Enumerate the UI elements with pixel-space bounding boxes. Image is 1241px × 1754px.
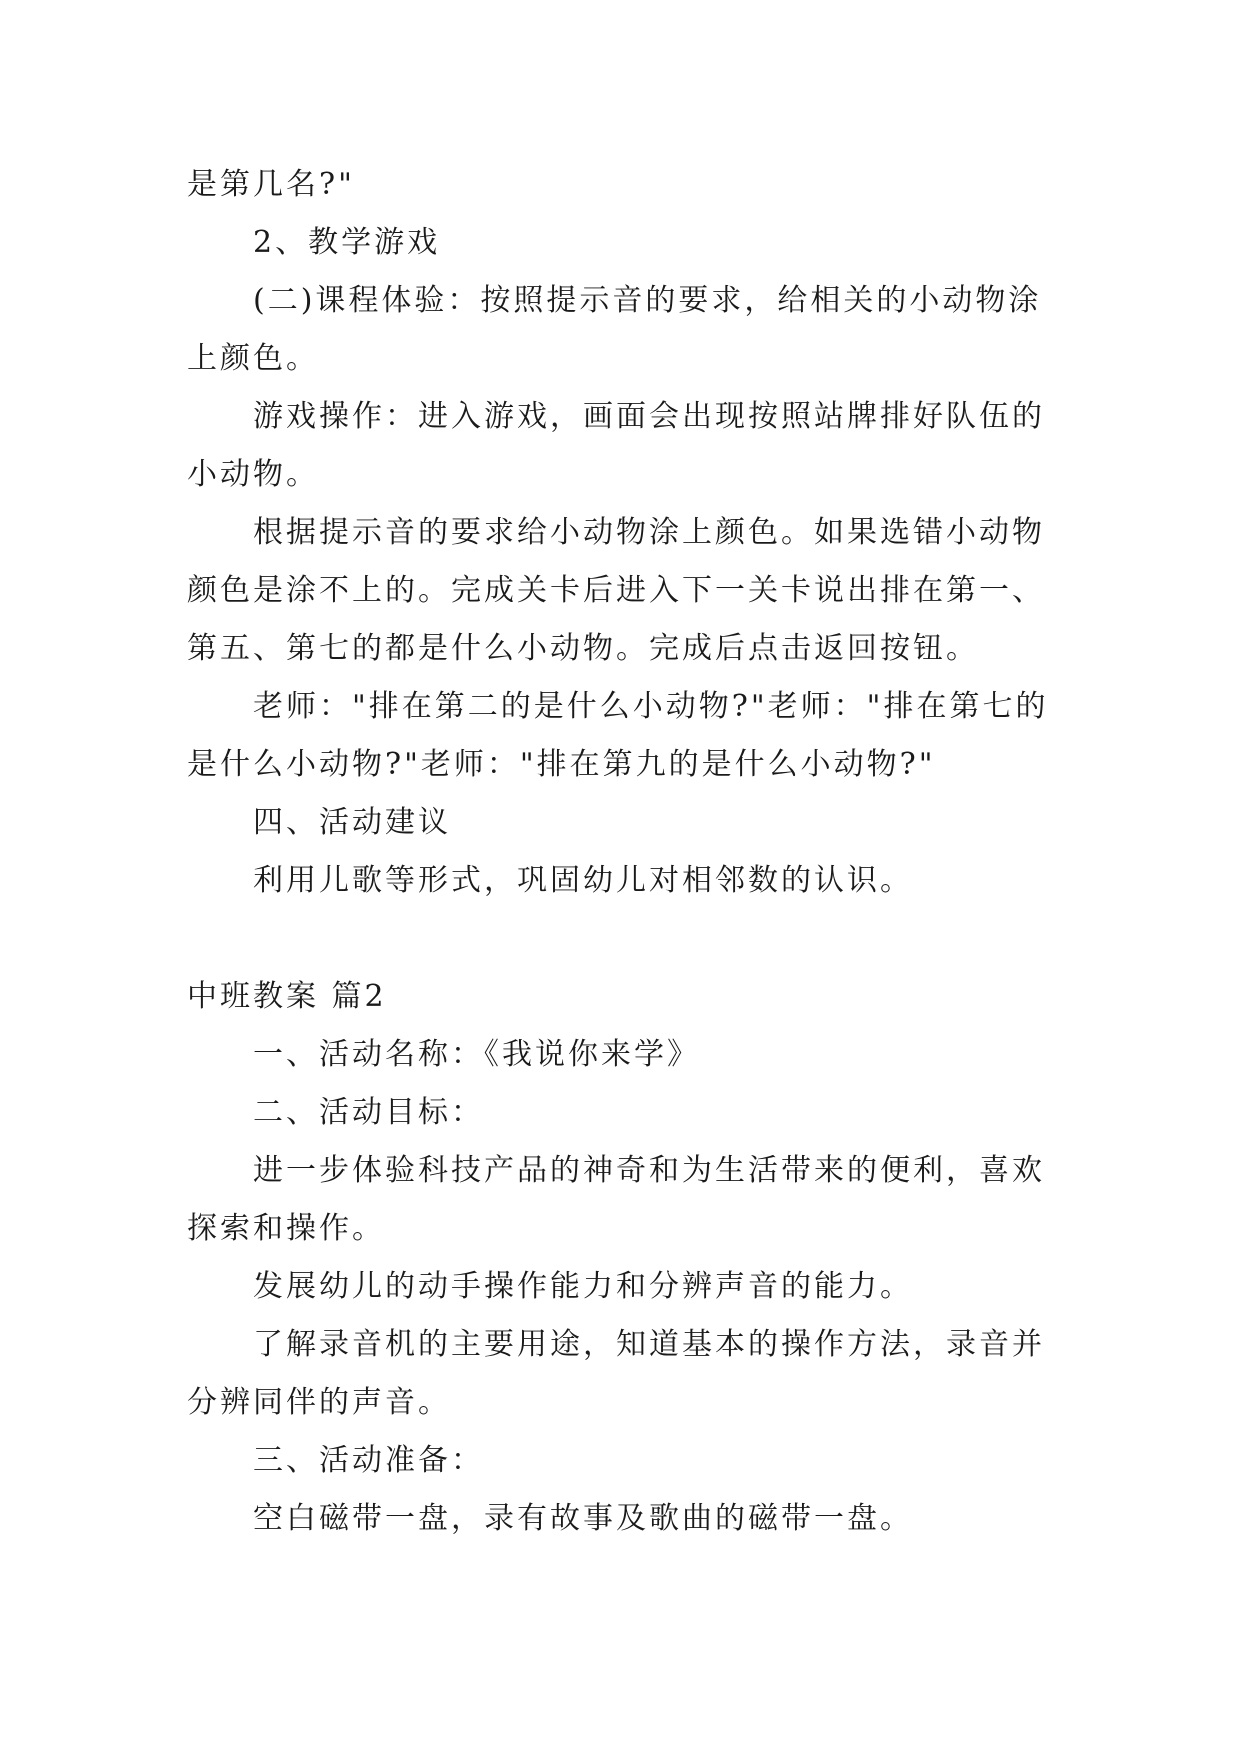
- paragraph: 老师："排在第二的是什么小动物?"老师："排在第七的是什么小动物?"老师："排在第九的是什么小动物?": [187, 689, 1049, 782]
- paragraph: 游戏操作：进入游戏，画面会出现按照站牌排好队伍的小动物。: [187, 399, 1045, 492]
- paragraph: 发展幼儿的动手操作能力和分辨声音的能力。: [253, 1269, 913, 1304]
- document-body: [187, 156, 1067, 1548]
- paragraph: 了解录音机的主要用途，知道基本的操作方法，录音并分辨同伴的声音。: [187, 1327, 1045, 1420]
- paragraph: 一、活动名称：《我说你来学》: [253, 1037, 700, 1072]
- paragraph: 三、活动准备：: [253, 1443, 484, 1478]
- paragraph: 是第几名?": [187, 167, 355, 202]
- paragraph: 四、活动建议: [253, 805, 451, 840]
- paragraph: 根据提示音的要求给小动物涂上颜色。如果选错小动物颜色是涂不上的。完成关卡后进入下一关卡说出排在第一、第五、第七的都是什么小动物。完成后点击返回按钮。: [187, 515, 1045, 666]
- paragraph: 空白磁带一盘，录有故事及歌曲的磁带一盘。: [253, 1501, 913, 1536]
- paragraph: 2、教学游戏: [253, 225, 441, 260]
- section-gap: [187, 910, 1067, 968]
- paragraph: (二)课程体验：按照提示音的要求，给相关的小动物涂上颜色。: [187, 283, 1042, 376]
- section-title: 中班教案 篇2: [187, 979, 387, 1014]
- paragraph: 利用儿歌等形式，巩固幼儿对相邻数的认识。: [253, 863, 913, 898]
- paragraph: 二、活动目标：: [253, 1095, 484, 1130]
- paragraph: 进一步体验科技产品的神奇和为生活带来的便利，喜欢探索和操作。: [187, 1153, 1045, 1246]
